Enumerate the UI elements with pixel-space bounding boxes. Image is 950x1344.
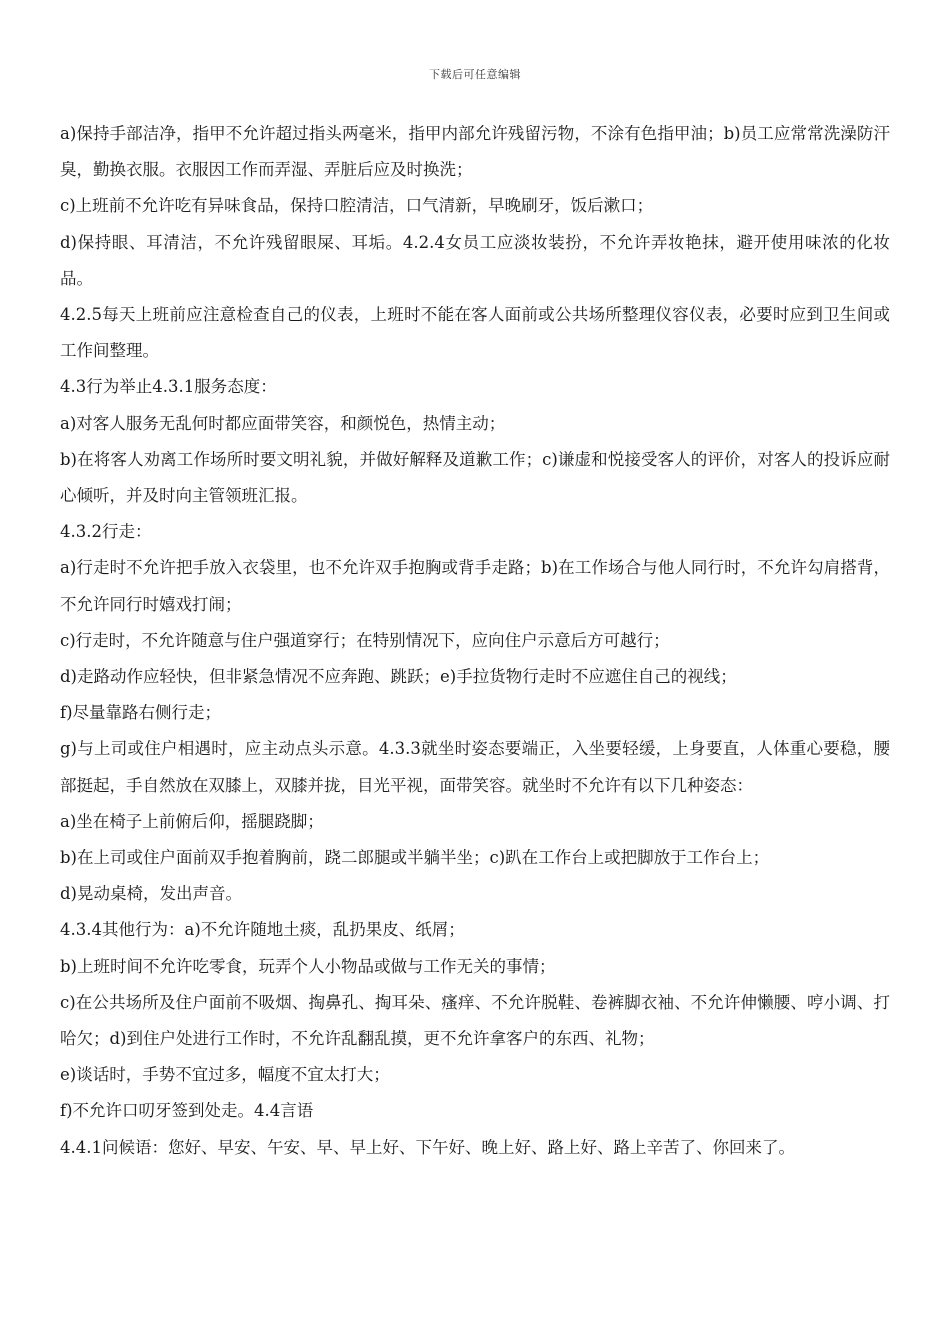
- paragraph: c)上班前不允许吃有异味食品，保持口腔清洁，口气清新，早晚刷牙，饭后漱口；: [60, 196, 654, 216]
- paragraph: d)保持眼、耳清洁，不允许残留眼屎、耳垢。4.2.4女员工应淡妆装扮，不允许弄妆艳抹，避开使用味浓的化妆品。: [60, 232, 890, 288]
- paragraph: e)谈话时，手势不宜过多，幅度不宜太打大；: [60, 1065, 390, 1085]
- paragraph: 4.2.5每天上班前应注意检查自己的仪表，上班时不能在客人面前或公共场所整理仪容仪表，必要时应到卫生间或工作间整理。: [60, 305, 890, 361]
- paragraph: a)对客人服务无乱何时都应面带笑容，和颜悦色，热情主动；: [60, 413, 506, 433]
- paragraph: a)坐在椅子上前俯后仰，摇腿跷脚；: [60, 811, 324, 831]
- paragraph: f)尽量靠路右侧行走；: [60, 703, 222, 723]
- paragraph: c)在公共场所及住户面前不吸烟、掏鼻孔、掏耳朵、瘙痒、不允许脱鞋、卷裤脚衣袖、不允许伸懒腰、哼小调、打哈欠；d)到住户处进行工作时，不允许乱翻乱摸，更不允许拿客户的东西、礼物；: [60, 992, 890, 1049]
- paragraph: c)行走时，不允许随意与住户强道穿行；在特别情况下，应向住户示意后方可越行；: [60, 630, 670, 650]
- paragraph: a)行走时不允许把手放入衣袋里，也不允许双手抱胸或背手走路；b)在工作场合与他人同行时，不允许勾肩搭背，不允许同行时嬉戏打闹；: [60, 558, 890, 614]
- paragraph: f)不允许口叨牙签到处走。4.4言语: [60, 1101, 314, 1121]
- paragraph: 4.3.4其他行为：a)不允许随地土痰，乱扔果皮、纸屑；: [60, 920, 465, 940]
- document-body: [60, 116, 890, 1166]
- paragraph: b)上班时间不允许吃零食，玩弄个人小物品或做与工作无关的事情；: [60, 956, 556, 976]
- paragraph: d)晃动桌椅，发出声音。: [60, 884, 242, 904]
- paragraph: d)走路动作应轻快，但非紧急情况不应奔跑、跳跃；e)手拉货物行走时不应遮住自己的视线；: [60, 667, 737, 687]
- paragraph: g)与上司或住户相遇时，应主动点头示意。4.3.3就坐时姿态要端正，入坐要轻缓，上身要直，人体重心要稳，腰部挺起，手自然放在双膝上，双膝并拢，目光平视，面带笑容。就坐时不允许有以下几种姿态：: [60, 739, 890, 795]
- paragraph: a)保持手部洁净，指甲不允许超过指头两毫米，指甲内部允许残留污物，不涂有色指甲油；b)员工应常常洗澡防汗臭，勤换衣服。衣服因工作而弄湿、弄脏后应及时换洗；: [60, 124, 890, 180]
- page-header: 下载后可任意编辑: [429, 68, 521, 81]
- paragraph: 4.4.1问候语：您好、早安、午安、早、早上好、下午好、晚上好、路上好、路上辛苦了、你回来了。: [60, 1137, 795, 1157]
- paragraph: 4.3.2行走：: [60, 522, 152, 542]
- paragraph: b)在上司或住户面前双手抱着胸前，跷二郎腿或半躺半坐；c)趴在工作台上或把脚放于工作台上；: [60, 848, 770, 868]
- paragraph: b)在将客人劝离工作场所时要文明礼貌，并做好解释及道歉工作；c)谦虚和悦接受客人的评价，对客人的投诉应耐心倾听，并及时向主管领班汇报。: [60, 449, 890, 506]
- paragraph: 4.3行为举止4.3.1服务态度：: [60, 377, 277, 397]
